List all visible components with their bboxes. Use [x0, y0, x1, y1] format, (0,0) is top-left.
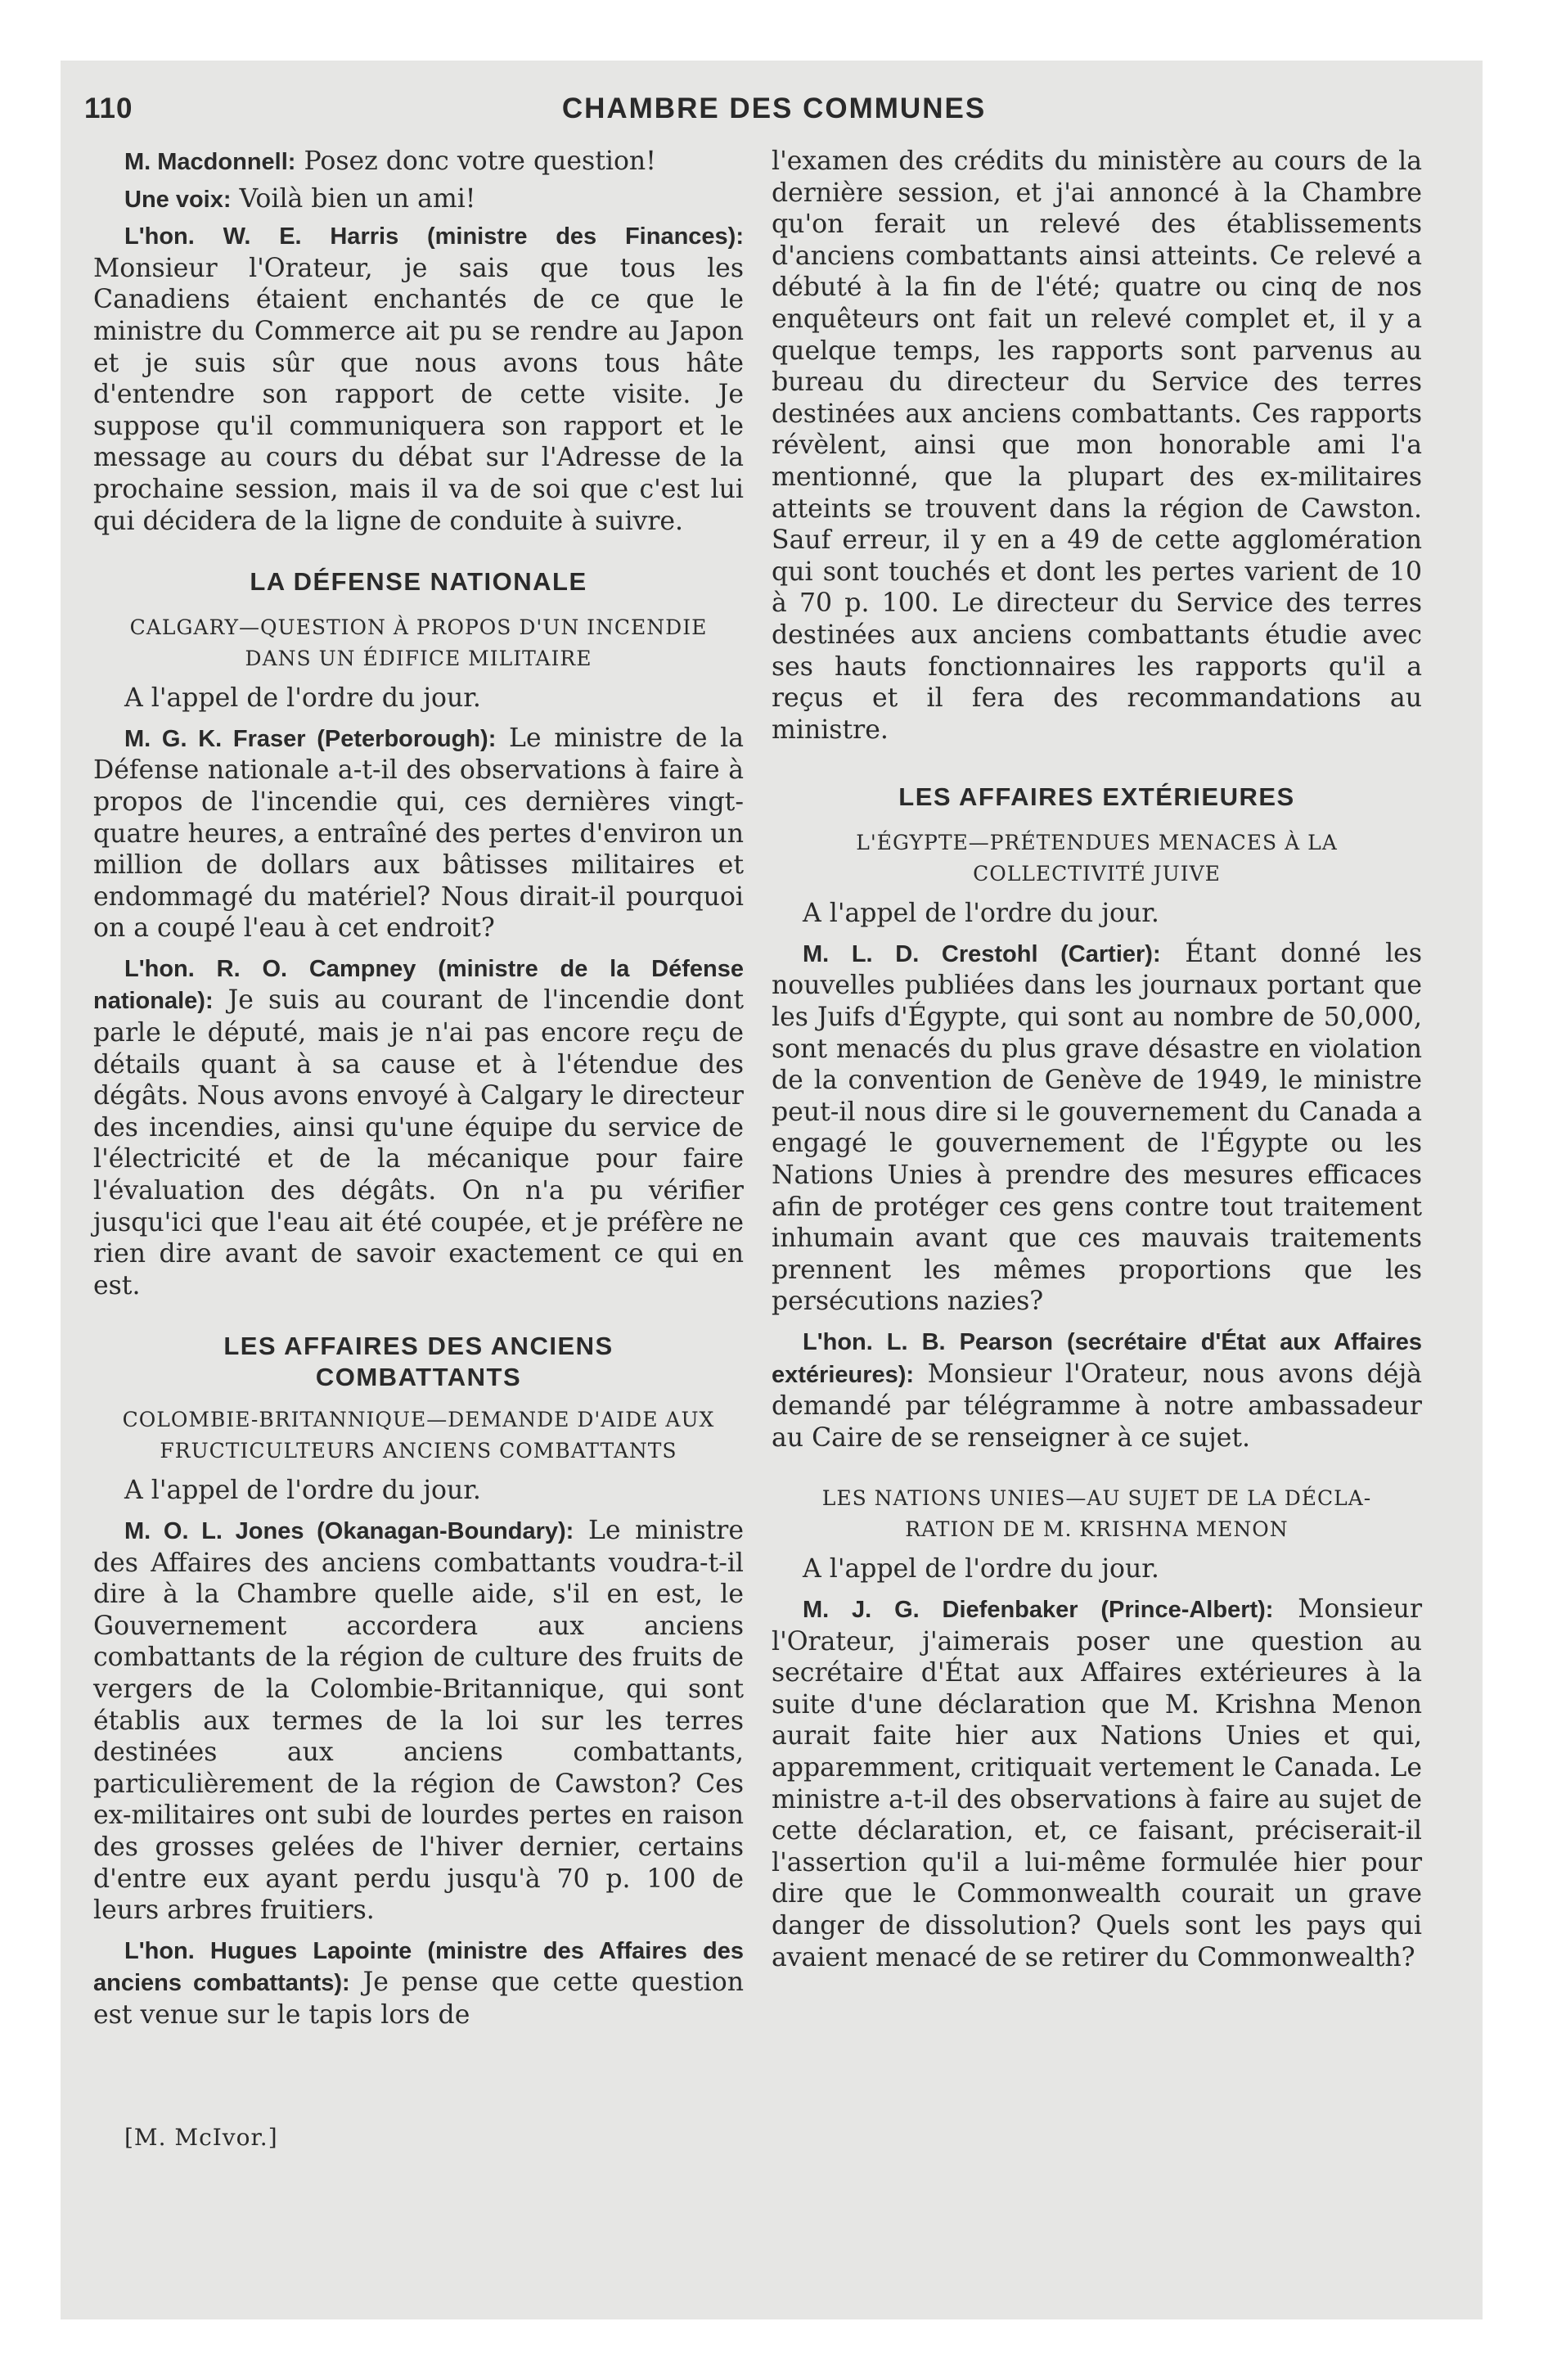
speaker-name: M. Macdonnell: [124, 149, 296, 175]
section-heading: LES AFFAIRES DES ANCIENS [223, 1332, 614, 1361]
page-number: 110 [84, 92, 133, 124]
order-of-day: A l'appel de l'ordre du jour. [124, 1476, 481, 1506]
speech-text: Monsieur l'Orateur, je sais que tous les Canadiens étaient enchantés de ce que le ministre du Commerce ait pu se rendre au Japon et je suis sûr que nous avons tous hâte d'entendre son rapport de cette visite. Je suppose qu'il communiquera son rapport et le message au cours du débat sur l'Adresse de la prochaine session, mais il va de soi que c'est lui qui décidera de la ligne de conduite à suivre. [93, 253, 744, 536]
speaker-name: M. O. L. Jones (Okanagan-Boundary): [124, 1518, 574, 1544]
subheading-line: CALGARY—QUESTION À PROPOS D'UN INCENDIE [129, 615, 708, 640]
section-heading: LES AFFAIRES EXTÉRIEURES [898, 782, 1295, 812]
speech-text: Le ministre de la Défense nationale a-t-il des observations à faire à propos de l'incendie qui, ces dernières vingt-quatre heures, a entraîné des pertes d'environ un million de dollars aux bâtisses militaires et endommagé du matériel? Nous dirait-il pourquoi on a coupé l'eau à cet endroit? [93, 723, 744, 944]
speaker-name: L'hon. Hugues Lapointe (ministre des Affaires des anciens combattants): [93, 1937, 744, 1997]
subheading-line: L'ÉGYPTE—PRÉTENDUES MENACES À LA [856, 831, 1338, 855]
order-of-day: A l'appel de l'ordre du jour. [803, 899, 1159, 929]
paragraph [93, 146, 744, 178]
paragraph [772, 938, 1422, 1318]
paragraph [93, 1515, 744, 1927]
speech-text: Monsieur l'Orateur, nous avons déjà demandé par télégramme à notre ambassadeur au Caire de se renseigner à ce sujet. [772, 1359, 1422, 1453]
subheading-line: COLOMBIE-BRITANNIQUE—DEMANDE D'AIDE AUX [122, 1408, 715, 1432]
speech-text: Je suis au courant de l'incendie dont parle le député, mais je n'ai pas encore reçu de détails quant à sa cause et à l'étendue des dégâts. Nous avons envoyé à Calgary le directeur des incendies, ainsi qu'une équipe du service de l'électricité et de la mécanique pour faire l'évaluation des dégâts. On n'a pu vérifier jusqu'ici que l'eau ait été coupée, et je préfère ne rien dire avant de savoir exactement ce qui en est. [93, 985, 744, 1300]
paragraph [93, 723, 744, 944]
speech-text: Voilà bien un ami! [231, 183, 476, 214]
paragraph [93, 1935, 744, 2031]
speech-text: Posez donc votre question! [295, 146, 656, 176]
paragraph [93, 183, 744, 216]
paragraph [93, 953, 744, 1302]
order-of-day: A l'appel de l'ordre du jour. [124, 683, 481, 714]
subheading-line: FRUCTICULTEURS ANCIENS COMBATTANTS [160, 1439, 677, 1463]
section-heading: LA DÉFENSE NATIONALE [250, 567, 587, 597]
speech-text: Étant donné les nouvelles publiées dans les journaux portant que les Juifs d'Égypte, qui sont au nombre de 50,000, sont menacés du plus grave désastre en violation de la convention de Genève de 1949, le ministre peut-il nous dire si le gouvernement du Canada a engagé le gouvernement de l'Égypte ou les Nations Unies à prendre des mesures efficaces afin de protéger ces gens contre tout traitement inhumain avant que ces mauvais traitements prennent les mêmes proportions que les persécutions nazies? [772, 938, 1422, 1317]
paragraph [772, 1326, 1422, 1454]
page-title: CHAMBRE DES COMMUNES [561, 92, 987, 124]
speaker-name: L'hon. R. O. Campney (ministre de la Défense nationale): [93, 955, 744, 1015]
subheading-line: RATION DE M. KRISHNA MENON [905, 1517, 1289, 1542]
right-column [772, 146, 1422, 1973]
speaker-name: M. G. K. Fraser (Peterborough): [124, 725, 497, 752]
speaker-name: L'hon. L. B. Pearson (secrétaire d'État aux Affaires extérieures): [772, 1329, 1422, 1388]
speaker-name: Une voix: [124, 186, 232, 213]
order-of-day: A l'appel de l'ordre du jour. [803, 1554, 1159, 1584]
speech-text: Monsieur l'Orateur, j'aimerais poser une question au secrétaire d'État aux Affaires extérieures à la suite d'une déclaration que M. Krishna Menon aurait faite hier aux Nations Unies et qui, apparemment, critiquait vertement le Canada. Le ministre a-t-il des observations à faire au sujet de cette déclaration, et, ce faisant, préciserait-il l'assertion qu'il a lui-même formulée hier pour dire que le Commonwealth courait un grave danger de dissolution? Quels sont les pays qui avaient menacé de se retirer du Commonwealth? [772, 1593, 1422, 1972]
paragraph [772, 1593, 1422, 1973]
speaker-name: M. L. D. Crestohl (Cartier): [803, 940, 1161, 967]
paragraph-continued: l'examen des crédits du ministère au cours de la dernière session, et j'ai annoncé à la Chambre qu'on ferait un relevé des établissements d'anciens combattants ainsi atteints. Ce relevé a débuté à la fin de l'été; quatre ou cinq de nos enquêteurs ont fait un relevé complet et, il y a quelque temps, les rapports sont parvenus au bureau du directeur du Service des terres destinées aux anciens combattants. Ces rapports révèlent, ainsi que mon honorable ami l'a mentionné, que la plupart des ex-militaires atteints se trouvent dans la région de Cawston. Sauf erreur, il y en a 49 de cette agglomération qui sont touchés et dont les pertes varient de 10 à 70 p. 100. Le directeur du Service des terres destinées aux anciens combattants étudie avec ses hauts fonctionnaires les rapports qu'il a reçus et il fera des recommandations au ministre. [772, 146, 1422, 745]
speaker-name: M. J. G. Diefenbaker (Prince-Albert): [803, 1596, 1274, 1623]
speech-text: Le ministre des Affaires des anciens combattants voudra-t-il dire à la Chambre quelle aide, s'il en est, le Gouvernement accordera aux anciens combattants de la région de culture des fruits de vergers de la Colombie-Britannique, qui sont établis aux termes de la loi sur les terres destinées aux anciens combattants, particulièrement de la région de Cawston? Ces ex-militaires ont subi de lourdes pertes en raison des grosses gelées de l'hiver dernier, certains d'entre eux ayant perdu jusqu'à 70 p. 100 de leurs arbres fruitiers. [93, 1516, 744, 1926]
subheading-line: LES NATIONS UNIES—AU SUJET DE LA DÉCLA- [821, 1486, 1372, 1511]
left-column [93, 146, 744, 2031]
speaker-name: L'hon. W. E. Harris (ministre des Finances): [124, 223, 744, 250]
footer-speaker-note: [M. McIvor.] [124, 2124, 278, 2151]
speech-text: Je pense que cette question est venue sur le tapis lors de [93, 1968, 744, 2030]
subheading-line: COLLECTIVITÉ JUIVE [973, 862, 1221, 886]
section-heading: COMBATTANTS [315, 1363, 522, 1392]
paragraph [93, 220, 744, 537]
subheading-line: DANS UN ÉDIFICE MILITAIRE [245, 647, 592, 671]
